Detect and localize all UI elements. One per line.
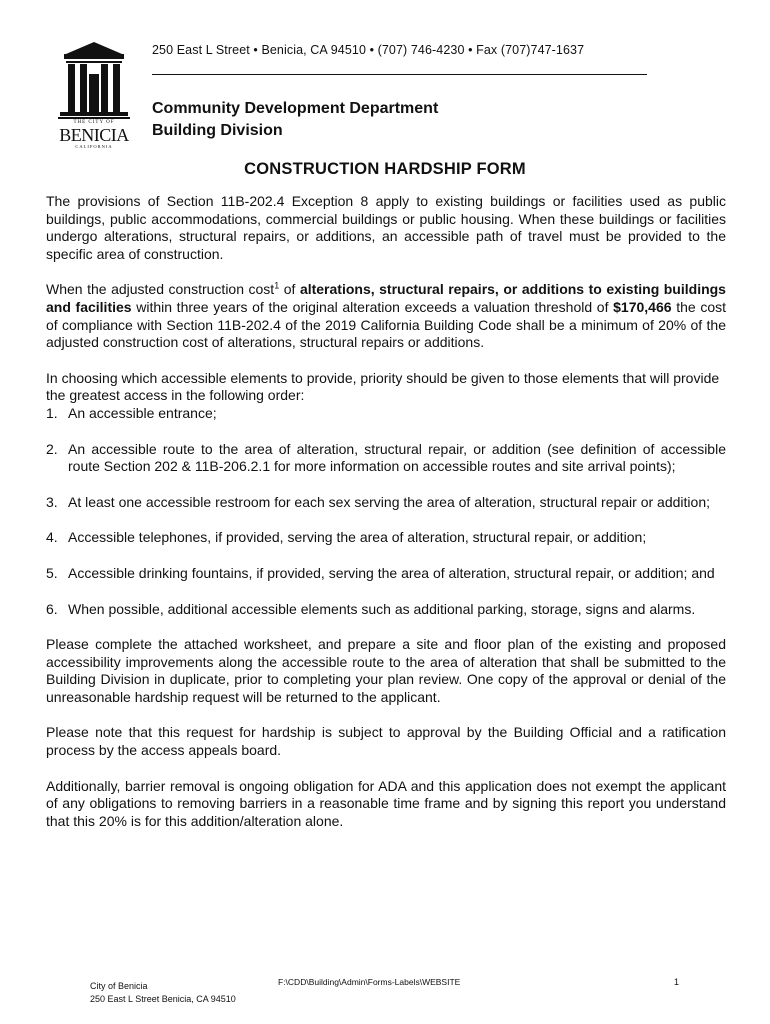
list-item — [46, 529, 726, 547]
list-item-number: 4. — [46, 529, 58, 546]
list-item — [46, 494, 726, 512]
list-item — [46, 601, 726, 619]
city-logo — [56, 40, 132, 149]
form-title: CONSTRUCTION HARDSHIP FORM — [244, 160, 526, 178]
list-item-text: Accessible telephones, if provided, serving the area of alteration, structural repair, or addition; — [68, 529, 647, 546]
logo-name: BENICIA — [59, 125, 129, 145]
list-item-text: An accessible route to the area of alteration, structural repair, or addition (see definition of accessible route Section 202 & 11B-206.2.1 for more information on accessible routes and site arrival points); — [68, 440, 726, 475]
priority-list — [46, 405, 726, 618]
list-item-text: Accessible drinking fountains, if provided, serving the area of alteration, structural repair, or addition; and — [68, 564, 715, 581]
worksheet-paragraph: Please complete the attached worksheet, and prepare a site and floor plan of the existing and proposed accessibility improvements along the accessible route to the area of alteration that shall be submitted to the Building Division in duplicate, prior to completing your plan review. One copy of the approval or denial of the unreasonable hardship request will be returned to the applicant. — [46, 636, 726, 705]
ada-paragraph: Additionally, barrier removal is ongoing obligation for ADA and this application does not exempt the applicant of any obligations to removing barriers in a reasonable time frame and by signing this report you understand that this 20% is for this addition/alteration alone. — [46, 777, 726, 829]
contact-line: 250 East L Street • Benicia, CA 94510 • (707) 746-4230 • Fax (707)747-1637 — [152, 43, 585, 57]
list-item — [46, 405, 726, 423]
logo-top-text: THE CITY OF — [73, 120, 115, 125]
division-name: Building Division — [152, 122, 283, 139]
threshold-text-a: When the adjusted construction cost — [46, 281, 275, 298]
threshold-text-d: the cost of compliance with Section 11B-202.4 of the 2019 California Building Code shall be a minimum of 20% of the adjusted construction cost of alterations, structural repairs or additions. — [46, 298, 726, 351]
threshold-paragraph — [46, 281, 726, 351]
header-rule — [152, 74, 647, 75]
logo-sub-text: CALIFORNIA — [75, 144, 113, 149]
city-hall-building-icon — [56, 40, 132, 120]
logo-wordmark — [56, 120, 132, 150]
approval-paragraph: Please note that this request for hardship is subject to approval by the Building Official and a ratification process by the access appeals board. — [46, 724, 726, 759]
threshold-text-b: of — [279, 281, 300, 298]
list-item-number: 2. — [46, 440, 58, 457]
list-item-text: At least one accessible restroom for each sex serving the area of alteration, structural repair or addition; — [68, 493, 710, 510]
list-item-number: 6. — [46, 600, 58, 617]
page-number: 1 — [674, 977, 680, 987]
list-item — [46, 565, 726, 583]
list-item-number: 3. — [46, 493, 58, 510]
footer-file-path: F:\CDD\Building\Admin\Forms-Labels\WEBSITE — [278, 977, 461, 987]
footer-address — [90, 980, 236, 1006]
footnote-marker: 1 — [274, 280, 280, 291]
threshold-amount: $170,466 — [613, 298, 672, 315]
form-body — [46, 193, 726, 830]
footer-org: City of Benicia — [90, 981, 148, 991]
threshold-bold-text: alterations, structural repairs, or additions to existing buildings and facilities — [46, 281, 726, 315]
list-item-number: 5. — [46, 564, 58, 581]
footer-street: 250 East L Street Benicia, CA 94510 — [90, 994, 236, 1004]
list-item-number: 1. — [46, 404, 58, 421]
priority-paragraph: In choosing which accessible elements to provide, priority should be given to those elements that will provide the greatest access in the following order: — [46, 369, 720, 404]
threshold-text-c: within three years of the original alteration exceeds a valuation threshold of — [131, 298, 614, 315]
intro-paragraph: The provisions of Section 11B-202.4 Exception 8 apply to existing buildings or facilities used as public buildings, public accommodations, commercial buildings or public housing. When these buildings or facilities undergo alterations, structural repairs, or additions, an accessible path of travel must be provided to the specific area of construction. — [46, 193, 726, 262]
department-block — [152, 98, 438, 142]
list-item-text: An accessible entrance; — [68, 404, 217, 421]
list-item-text: When possible, additional accessible elements such as additional parking, storage, signs and alarms. — [68, 600, 696, 617]
list-item — [46, 441, 726, 476]
department-name: Community Development Department — [152, 100, 439, 117]
